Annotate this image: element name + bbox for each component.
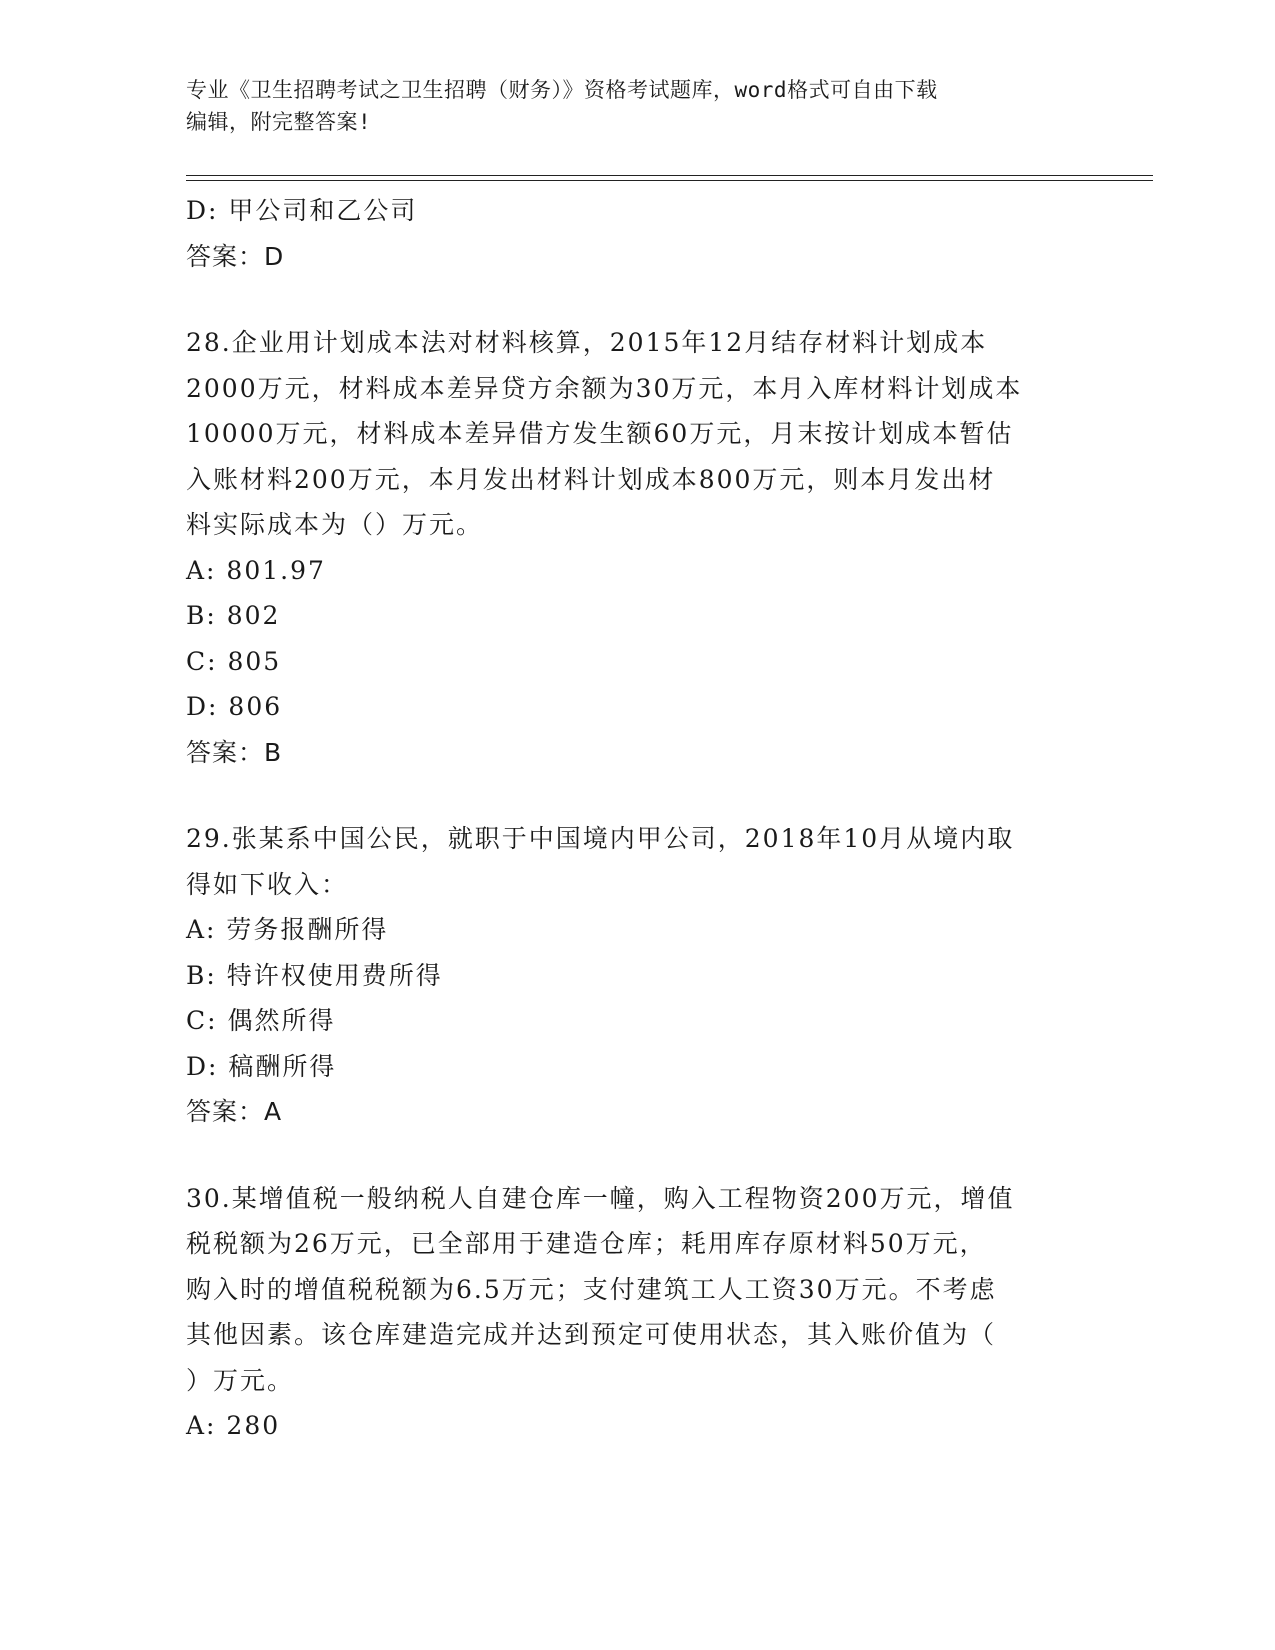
question-29-stem	[186, 816, 1086, 907]
header-divider	[186, 175, 1153, 176]
answer-line: 答案：A	[186, 1097, 283, 1126]
question-text-line: 得如下收入：	[186, 869, 349, 899]
question-text-line: 10000万元，材料成本差异借方发生额60万元，月末按计划成本暂估	[186, 419, 1014, 448]
question-text-line: 28.企业用计划成本法对材料核算，2015年12月结存材料计划成本	[186, 328, 988, 357]
question-content	[186, 188, 1086, 1449]
question-text-line: 2000万元，材料成本差异贷方余额为30万元，本月入库材料计划成本	[186, 373, 1023, 403]
header-note	[186, 74, 1066, 138]
option-b: B: 特许权使用费所得	[186, 960, 443, 990]
option-b: B: 802	[186, 601, 281, 630]
header-note-line: 专业《卫生招聘考试之卫生招聘（财务）》资格考试题库，word格式可自由下载	[186, 78, 938, 102]
option-d: D: 稿酬所得	[186, 1051, 337, 1081]
question-28-stem	[186, 320, 1086, 548]
question-text-line: 29.张某系中国公民，就职于中国境内甲公司，2018年10月从境内取	[186, 824, 1015, 853]
header-divider	[186, 180, 1153, 181]
question-text-line: ）万元。	[186, 1365, 295, 1395]
option-c: C: 偶然所得	[186, 1006, 336, 1035]
question-text-line: 入账材料200万元，本月发出材料计划成本800万元，则本月发出材	[186, 464, 996, 494]
question-text-line: 税税额为26万元，已全部用于建造仓库；耗用库存原材料50万元，	[186, 1229, 987, 1258]
question-text-line: 30.某增值税一般纳税人自建仓库一幢，购入工程物资200万元，增值	[186, 1183, 1015, 1213]
option-d: D: 甲公司和乙公司	[186, 196, 418, 225]
question-text-line: 购入时的增值税税额为6.5万元；支付建筑工人工资30万元。不考虑	[186, 1274, 997, 1304]
question-30-stem	[186, 1176, 1086, 1404]
question-text-line: 其他因素。该仓库建造完成并达到预定可使用状态，其入账价值为（	[186, 1320, 997, 1349]
option-a: A: 801.97	[186, 555, 326, 585]
header-note-line: 编辑，附完整答案!	[186, 110, 372, 134]
option-c: C: 805	[186, 646, 282, 676]
option-a: A: 280	[186, 1411, 281, 1440]
answer-line: 答案：B	[186, 737, 283, 767]
question-text-line: 料实际成本为（）万元。	[186, 510, 484, 539]
answer-line: 答案：D	[186, 241, 285, 271]
option-a: A: 劳务报酬所得	[186, 915, 389, 944]
option-d: D: 806	[186, 692, 283, 721]
